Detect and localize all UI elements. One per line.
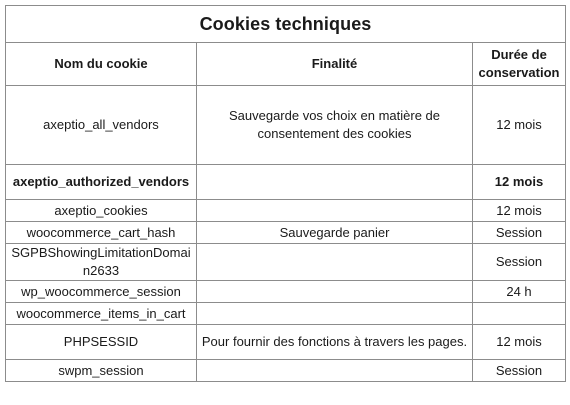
cookie-purpose-cell <box>197 281 473 303</box>
cookie-retention-cell: 12 mois <box>473 165 566 200</box>
cookie-retention-cell: Session <box>473 222 566 244</box>
cookies-table <box>5 5 566 382</box>
table-row <box>6 325 566 360</box>
table-row <box>6 200 566 222</box>
cookie-retention-cell: Session <box>473 360 566 382</box>
column-header-purpose: Finalité <box>197 43 473 86</box>
table-row <box>6 281 566 303</box>
cookie-name-cell: woocommerce_cart_hash <box>6 222 197 244</box>
table-row <box>6 360 566 382</box>
cookie-retention-cell: 12 mois <box>473 200 566 222</box>
table-row <box>6 222 566 244</box>
cookie-purpose-cell <box>197 360 473 382</box>
column-header-retention: Durée de conservation <box>473 43 566 86</box>
cookie-name-cell: axeptio_all_vendors <box>6 86 197 165</box>
cookie-name-cell: swpm_session <box>6 360 197 382</box>
cookie-purpose-cell <box>197 200 473 222</box>
cookie-retention-cell: 24 h <box>473 281 566 303</box>
cookie-purpose-cell <box>197 303 473 325</box>
cookie-purpose-cell: Sauvegarde vos choix en matière de consentement des cookies <box>197 86 473 165</box>
table-row <box>6 86 566 165</box>
cookie-name-cell: SGPBShowingLimitationDomain2633 <box>6 244 197 281</box>
table-row <box>6 303 566 325</box>
column-header-name: Nom du cookie <box>6 43 197 86</box>
cookie-name-cell: axeptio_cookies <box>6 200 197 222</box>
cookie-retention-cell: 12 mois <box>473 86 566 165</box>
cookie-purpose-cell: Pour fournir des fonctions à travers les pages. <box>197 325 473 360</box>
cookie-name-cell: axeptio_authorized_vendors <box>6 165 197 200</box>
cookie-retention-cell: 12 mois <box>473 325 566 360</box>
table-row <box>6 244 566 281</box>
cookie-name-cell: woocommerce_items_in_cart <box>6 303 197 325</box>
cookie-retention-cell <box>473 303 566 325</box>
cookie-name-cell: PHPSESSID <box>6 325 197 360</box>
table-title: Cookies techniques <box>6 6 566 43</box>
cookie-retention-cell: Session <box>473 244 566 281</box>
cookie-purpose-cell <box>197 244 473 281</box>
cookie-purpose-cell: Sauvegarde panier <box>197 222 473 244</box>
table-row <box>6 165 566 200</box>
cookie-name-cell: wp_woocommerce_session <box>6 281 197 303</box>
cookie-purpose-cell <box>197 165 473 200</box>
